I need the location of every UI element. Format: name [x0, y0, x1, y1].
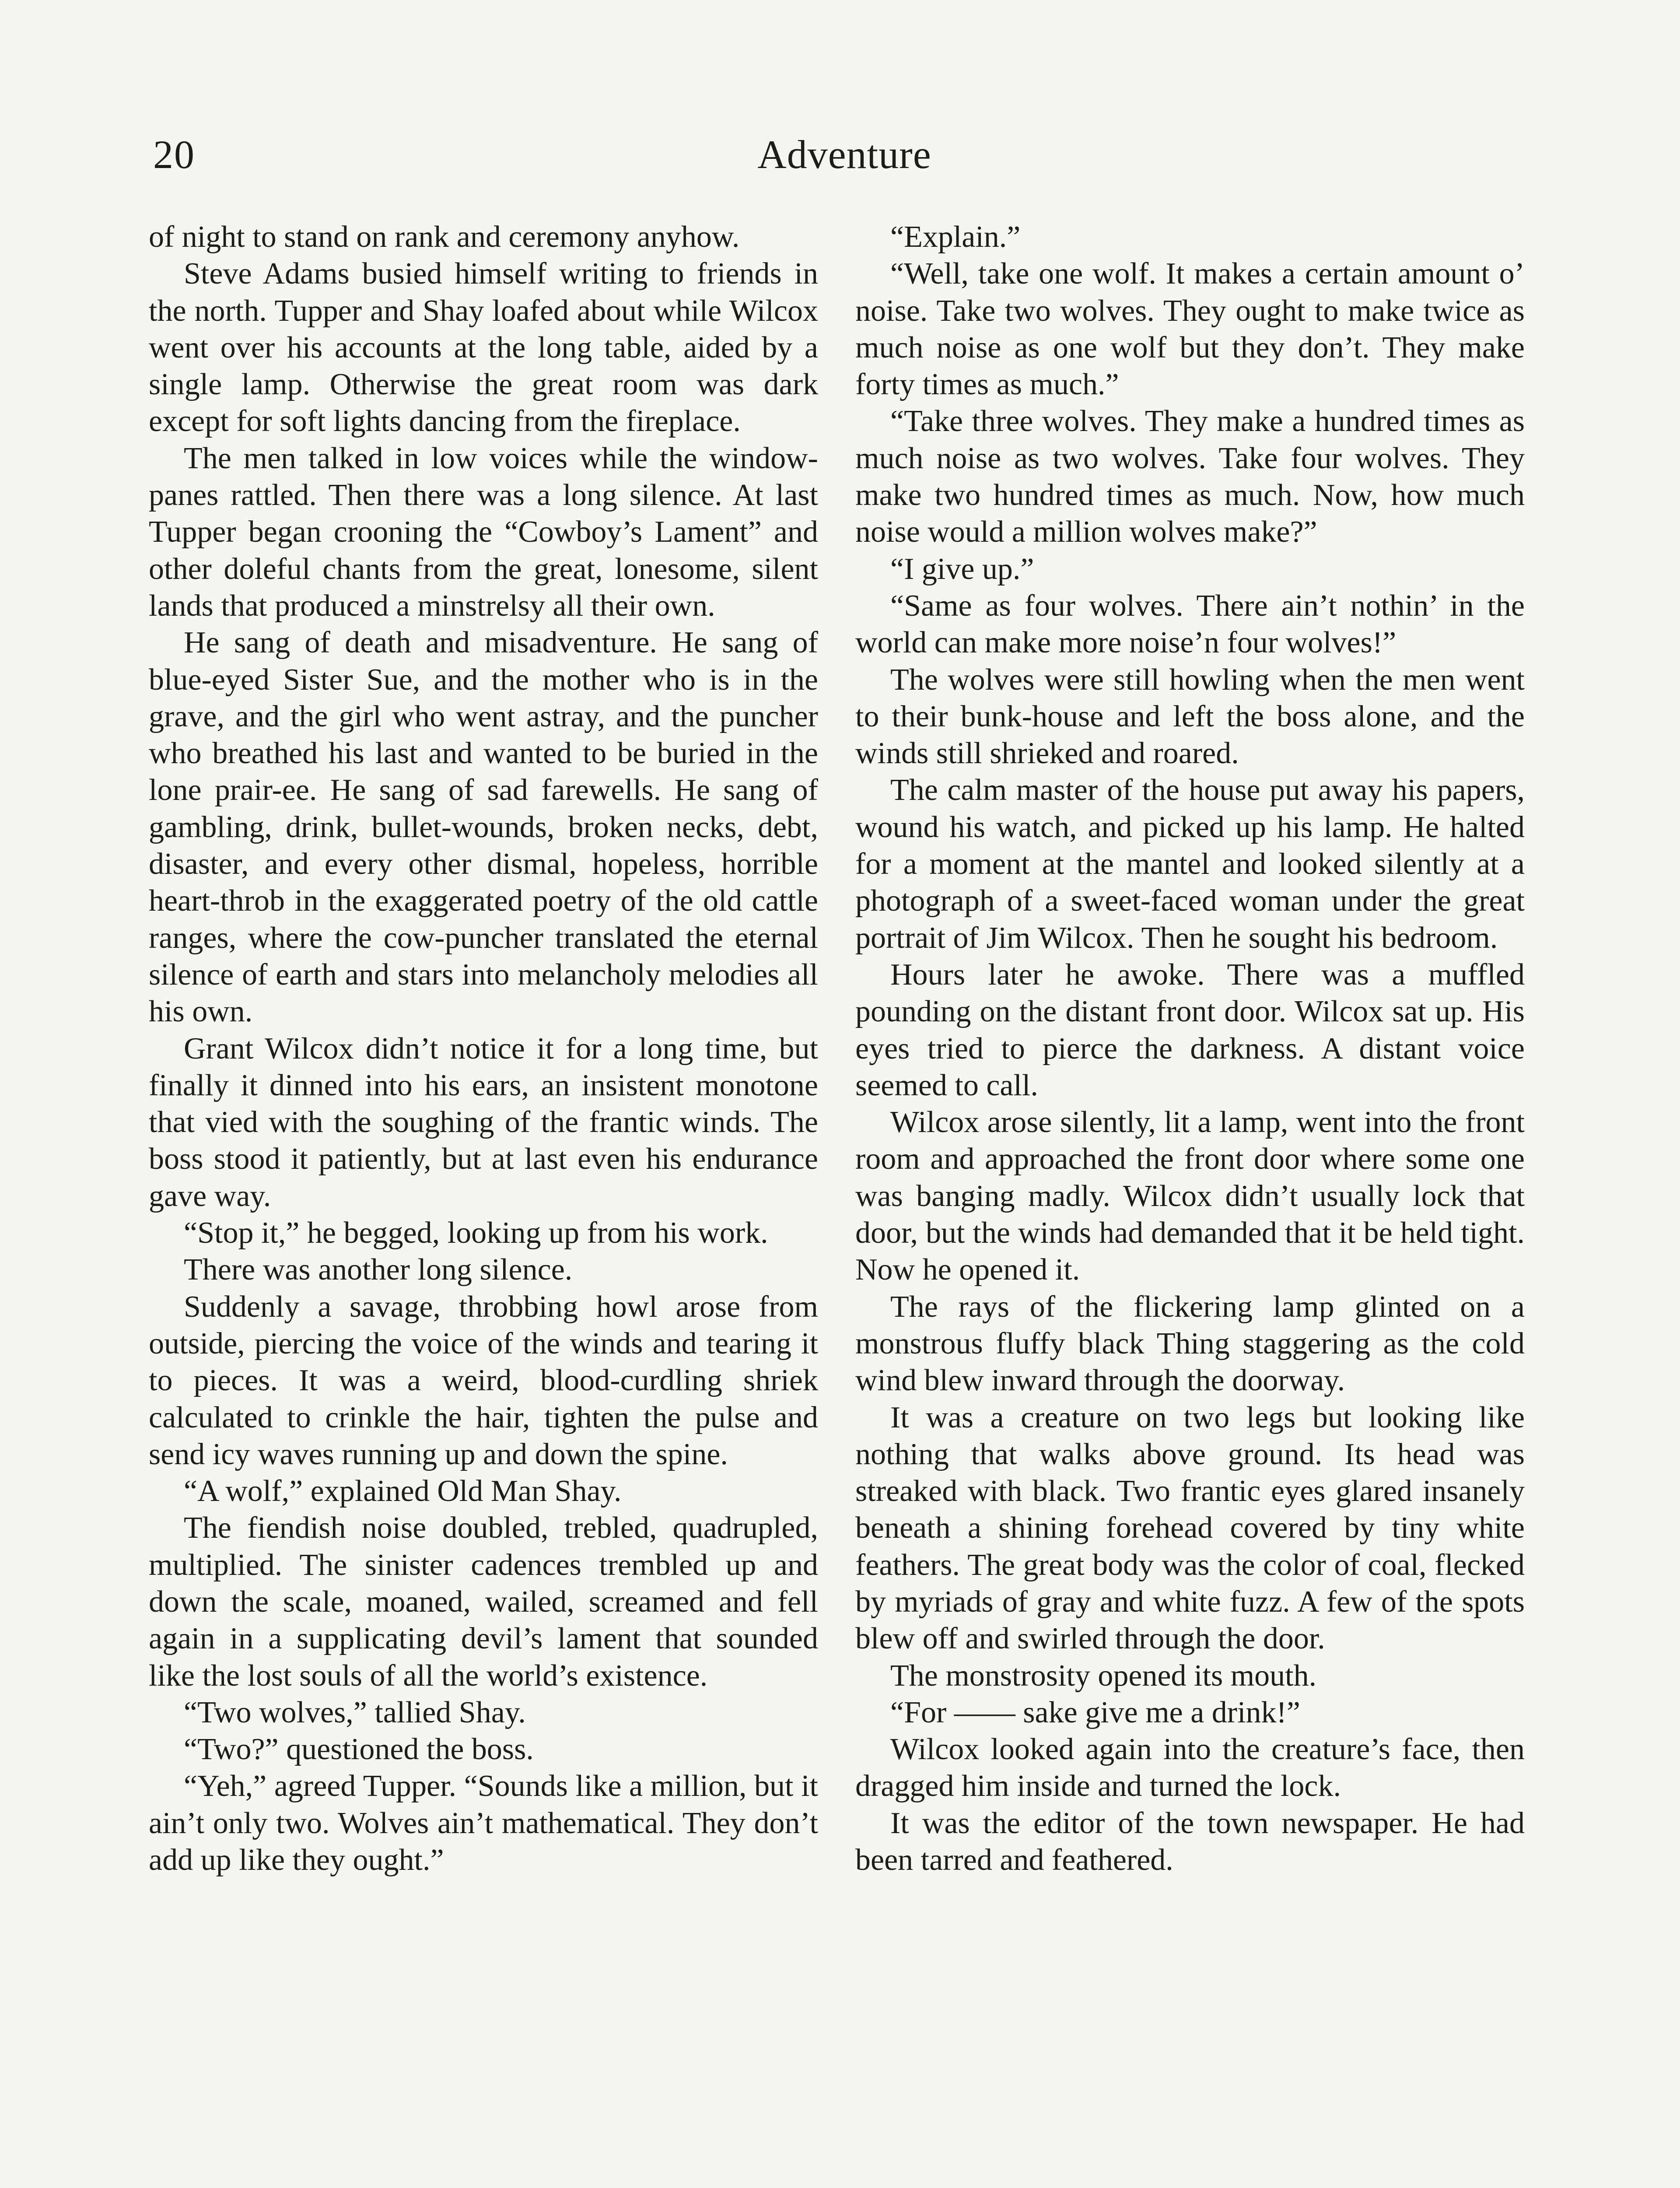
paragraph: “Two wolves,” tallied Shay. [184, 1695, 526, 1729]
paragraph: “Two?” questioned the boss. [184, 1732, 534, 1767]
paragraph: Wilcox looked again into the creature’s face, then dragged him inside and turned the lock. [855, 1732, 1525, 1803]
paragraph: Suddenly a savage, throbbing howl arose from outside, piercing the voice of the winds and tearing it to pieces. It was a weird, blood-curdling shriek calculated to crinkle the hair, tighten the pulse and send icy waves running up and down the spine. [149, 1290, 818, 1471]
paragraph: “Same as four wolves. There ain’t nothin’ in the world can make more noise’n four wolves!” [855, 589, 1525, 660]
left-text-column [149, 219, 818, 1879]
paragraph: The wolves were still howling when the men went to their bunk-house and left the boss alone, and the winds still shrieked and roared. [855, 663, 1525, 771]
paragraph: The men talked in low voices while the window-panes rattled. Then there was a long silence. At last Tupper began crooning the “Cowboy’s Lament” and other doleful chants from the great, lonesome, silent lands that produced a minstrelsy all their own. [149, 441, 818, 623]
paragraph: “Stop it,” he begged, looking up from his work. [184, 1216, 768, 1250]
paragraph: “I give up.” [890, 552, 1034, 586]
paragraph: “Yeh,” agreed Tupper. “Sounds like a million, but it ain’t only two. Wolves ain’t mathematical. They don’t add up like they ought.” [149, 1769, 818, 1877]
paragraph: “For —— sake give me a drink!” [890, 1695, 1300, 1729]
paragraph: Grant Wilcox didn’t notice it for a long time, but finally it dinned into his ears, an insistent monotone that vied with the soughing of the frantic winds. The boss stood it patiently, but at last even his endurance gave way. [149, 1031, 818, 1213]
paragraph: Steve Adams busied himself writing to friends in the north. Tupper and Shay loafed about while Wilcox went over his accounts at the long table, aided by a single lamp. Otherwise the great room was dark except for soft lights dancing from the fireplace. [149, 257, 818, 438]
paragraph: The calm master of the house put away his papers, wound his watch, and picked up his lamp. He halted for a moment at the mantel and looked silently at a photograph of a sweet-faced woman under the great portrait of Jim Wilcox. Then he sought his bedroom. [855, 773, 1525, 955]
paragraph: Wilcox arose silently, lit a lamp, went into the front room and approached the front door where some one was banging madly. Wilcox didn’t usually lock that door, but the winds had demanded that it be held tight. Now he opened it. [855, 1105, 1525, 1287]
paragraph: of night to stand on rank and ceremony anyhow. [149, 220, 740, 254]
paragraph: The monstrosity opened its mouth. [890, 1659, 1317, 1693]
page-header [149, 123, 1540, 188]
paragraph: It was the editor of the town newspaper. He had been tarred and feathered. [855, 1806, 1525, 1877]
paragraph: “A wolf,” explained Old Man Shay. [184, 1474, 622, 1508]
paragraph: “Explain.” [890, 220, 1021, 254]
paragraph: It was a creature on two legs but looking like nothing that walks above ground. Its head was streaked with black. Two frantic eyes glared insanely beneath a shining forehead covered by tiny white feathers. The great body was the color of coal, flecked by myriads of gray and white fuzz. A few of the spots blew off and swirled through the door. [855, 1400, 1525, 1656]
paragraph: The rays of the flickering lamp glinted on a monstrous fluffy black Thing staggering as the cold wind blew inward through the doorway. [855, 1290, 1525, 1398]
right-text-column [855, 219, 1525, 1879]
page-number: 20 [153, 132, 195, 177]
paragraph: The fiendish noise doubled, trebled, quadrupled, multiplied. The sinister cadences trembled up and down the scale, moaned, wailed, screamed and fell again in a supplicating devil’s lament that sounded like the lost souls of all the world’s existence. [149, 1511, 818, 1693]
paragraph: “Well, take one wolf. It makes a certain amount o’ noise. Take two wolves. They ought to make twice as much noise as one wolf but they don’t. They make forty times as much.” [855, 257, 1525, 402]
paragraph: Hours later he awoke. There was a muffled pounding on the distant front door. Wilcox sat up. His eyes tried to pierce the darkness. A distant voice seemed to call. [855, 957, 1525, 1102]
paragraph: He sang of death and misadventure. He sang of blue-eyed Sister Sue, and the mother who is in the grave, and the girl who went astray, and the puncher who breathed his last and wanted to be buried in the lone prair-ee. He sang of sad farewells. He sang of gambling, drink, bullet-wounds, broken necks, debt, disaster, and every other dismal, hopeless, horrible heart-throb in the exaggerated poetry of the old cattle ranges, where the cow-puncher translated the eternal silence of earth and stars into melancholy melodies all his own. [149, 626, 818, 1029]
magazine-title: Adventure [757, 132, 931, 177]
paragraph: “Take three wolves. They make a hundred times as much noise as two wolves. Take four wolves. They make two hundred times as much. Now, how much noise would a million wolves make?” [855, 404, 1525, 549]
paragraph: There was another long silence. [184, 1253, 573, 1287]
